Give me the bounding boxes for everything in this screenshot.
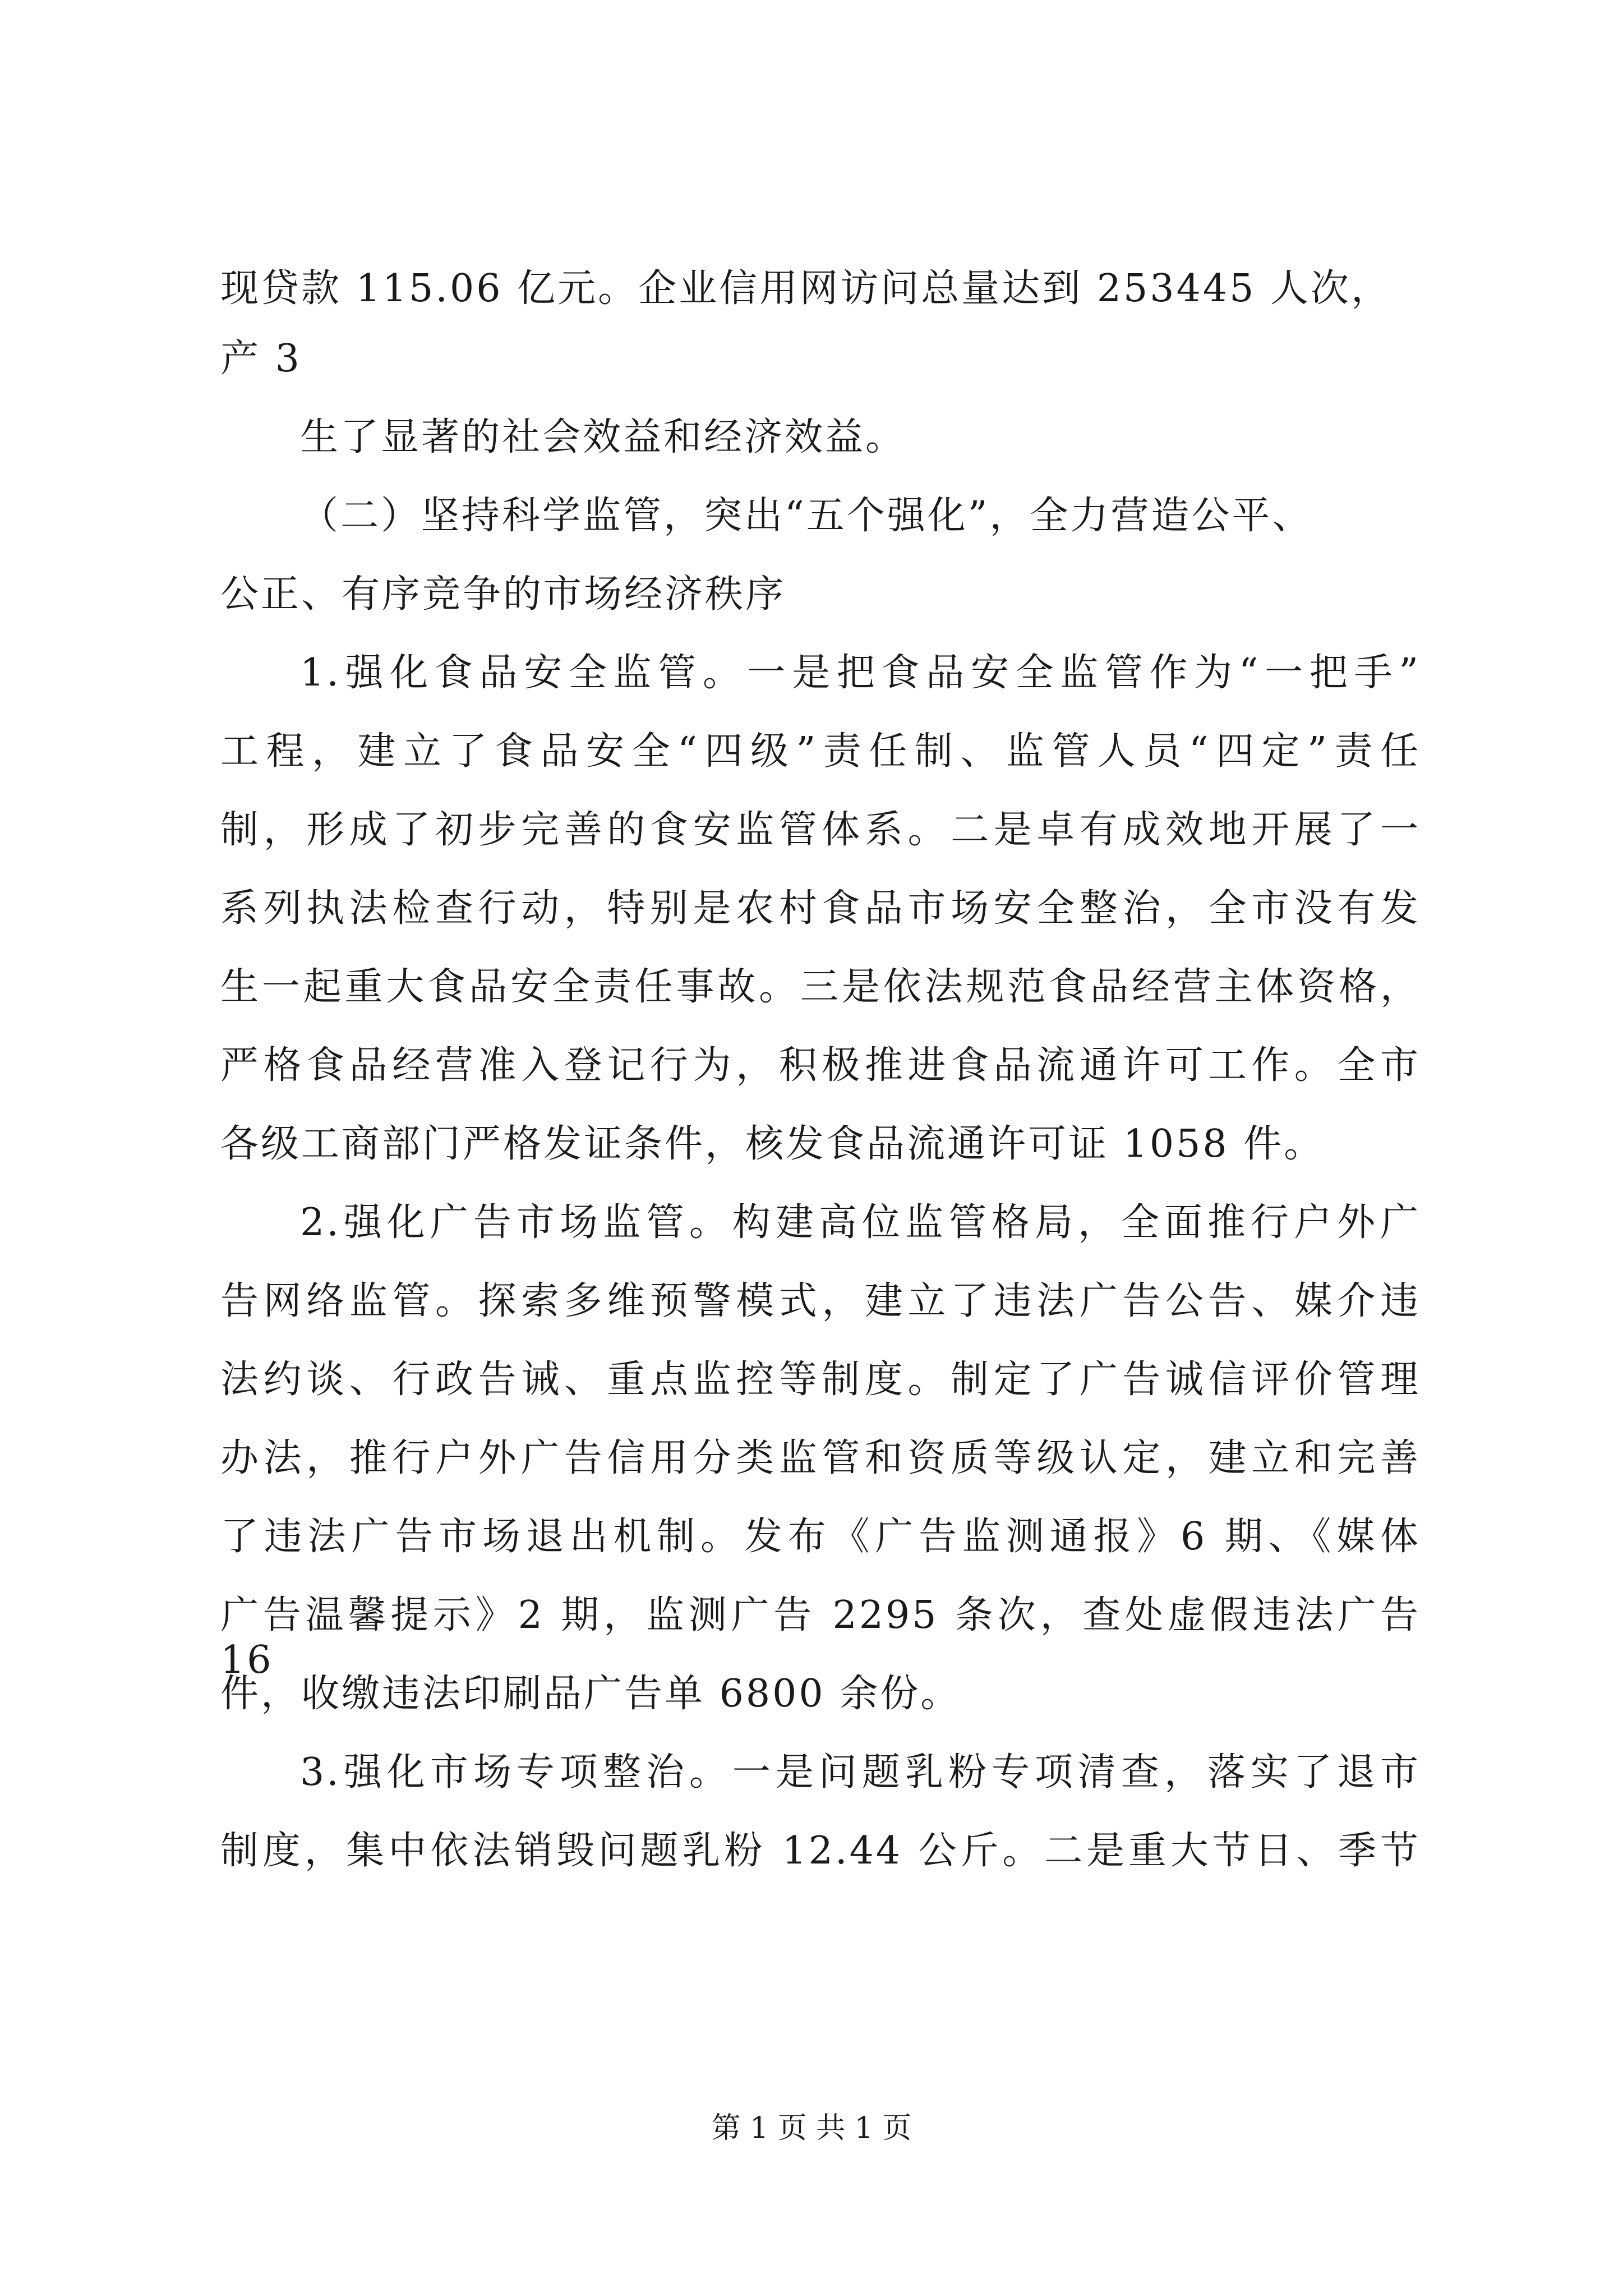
text-line: 生一起重大食品安全责任事故。三是依法规范食品经营主体资格， xyxy=(220,965,1421,1009)
text-line: 2.强化广告市场监管。构建高位监管格局，全面推行户外广 xyxy=(300,1200,1421,1245)
text-line: 1.强化食品安全监管。一是把食品安全监管作为“一把手” xyxy=(300,651,1421,695)
text-line: 广告温馨提示》2 期，监测广告 2295 条次，查处虚假违法广告 16 xyxy=(220,1593,1421,1682)
text-line: 生了显著的社会效益和经济效益。 xyxy=(300,415,906,459)
text-line: 办法，推行户外广告信用分类监管和资质等级认定，建立和完善 xyxy=(220,1436,1421,1480)
text-line: 制度，集中依法销毁问题乳粉 12.44 公斤。二是重大节日、季节 xyxy=(220,1829,1421,1873)
text-line: 了违法广告市场退出机制。发布《广告监测通报》6 期、《媒体 xyxy=(220,1515,1421,1559)
text-line: 制，形成了初步完善的食安监管体系。二是卓有成效地开展了一 xyxy=(220,808,1421,852)
text-line: 告网络监管。探索多维预警模式，建立了违法广告公告、媒介违 xyxy=(220,1279,1421,1323)
text-line: 各级工商部门严格发证条件，核发食品流通许可证 1058 件。 xyxy=(220,1122,1325,1166)
text-line: 工程，建立了食品安全“四级”责任制、监管人员“四定”责任 xyxy=(220,729,1421,774)
text-line: 系列执法检查行动，特别是农村食品市场安全整治，全市没有发 xyxy=(220,886,1421,931)
text-line: 严格食品经营准入登记行为，积极推进食品流通许可工作。全市 xyxy=(220,1043,1421,1088)
text-line: 3.强化市场专项整治。一是问题乳粉专项清查，落实了退市 xyxy=(300,1750,1421,1795)
page-footer: 第 1 页 共 1 页 xyxy=(711,2111,912,2145)
text-line: 产 3 xyxy=(220,337,302,381)
text-line: 现贷款 115.06 亿元。企业信用网访问总量达到 253445 人次， xyxy=(220,266,1391,311)
text-line: 法约谈、行政告诫、重点监控等制度。制定了广告诚信评价管理 xyxy=(220,1358,1421,1402)
text-line: （二）坚持科学监管，突出“五个强化”，全力营造公平、 xyxy=(300,494,1313,538)
text-line: 公正、有序竞争的市场经济秩序 xyxy=(220,572,786,616)
text-line: 件，收缴违法印刷品广告单 6800 余份。 xyxy=(220,1672,961,1716)
